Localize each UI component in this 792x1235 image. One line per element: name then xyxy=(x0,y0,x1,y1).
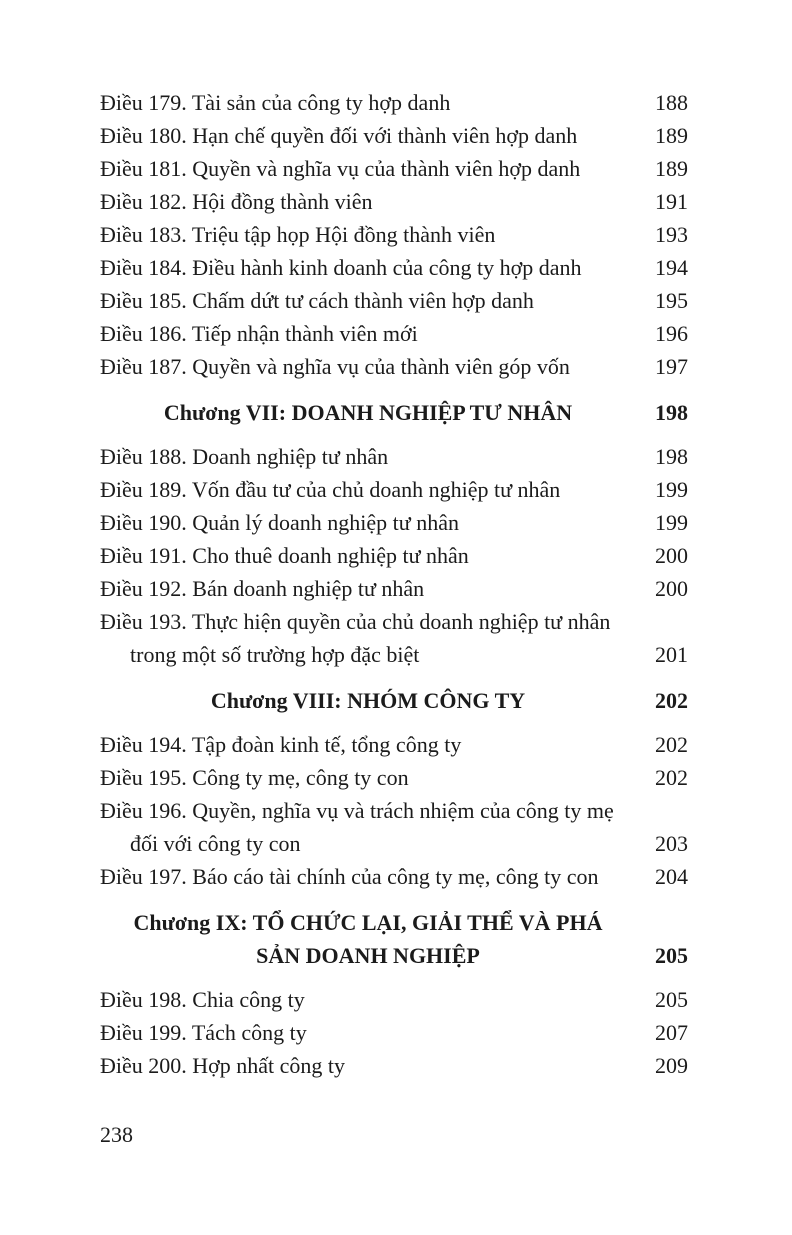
toc-entry xyxy=(100,506,688,539)
toc-entry xyxy=(100,152,688,185)
entry-label: Điều 179. Tài sản của công ty hợp danh xyxy=(100,90,451,115)
entry-label: Điều 180. Hạn chế quyền đối với thành viên hợp danh xyxy=(100,123,578,148)
entry-label: Điều 193. Thực hiện quyền của chủ doanh nghiệp tư nhân trong một số trường hợp đặc biệt xyxy=(100,609,611,667)
toc-entry xyxy=(100,251,688,284)
entry-label: Điều 192. Bán doanh nghiệp tư nhân xyxy=(100,576,425,601)
entry-page-number: 204 xyxy=(655,864,688,889)
entry-page-number: 199 xyxy=(655,510,688,535)
entry-page-number: 193 xyxy=(655,222,688,247)
toc-entry xyxy=(100,983,688,1016)
entry-page-number: 194 xyxy=(655,255,688,280)
entry-label: Điều 191. Cho thuê doanh nghiệp tư nhân xyxy=(100,543,469,568)
entry-page-number: 207 xyxy=(655,1020,688,1045)
entry-label: Điều 186. Tiếp nhận thành viên mới xyxy=(100,321,418,346)
chapter-title: Chương IX: TỔ CHỨC LẠI, GIẢI THỂ VÀ PHÁ SẢN DOANH NGHIỆP xyxy=(133,910,603,968)
entry-label: Điều 200. Hợp nhất công ty xyxy=(100,1053,346,1078)
entry-label: Điều 182. Hội đồng thành viên xyxy=(100,189,373,214)
toc-entry xyxy=(100,440,688,473)
toc-entry xyxy=(100,539,688,572)
entry-label: Điều 199. Tách công ty xyxy=(100,1020,307,1045)
entry-page-number: 200 xyxy=(655,576,688,601)
entry-page-number: 199 xyxy=(655,477,688,502)
entry-label: Điều 183. Triệu tập họp Hội đồng thành viên xyxy=(100,222,496,247)
toc-entry xyxy=(100,761,688,794)
toc-entry xyxy=(100,572,688,605)
entry-page-number: 191 xyxy=(655,189,688,214)
toc-entry xyxy=(100,86,688,119)
entry-label: Điều 196. Quyền, nghĩa vụ và trách nhiệm của công ty mẹ đối với công ty con xyxy=(100,798,614,856)
chapter-heading xyxy=(100,684,688,717)
toc-entry xyxy=(100,185,688,218)
entry-page-number: 202 xyxy=(655,732,688,757)
toc-entry xyxy=(100,284,688,317)
toc-entry xyxy=(100,728,688,761)
entry-page-number: 189 xyxy=(655,123,688,148)
toc-entry xyxy=(100,317,688,350)
entry-page-number: 203 xyxy=(655,831,688,856)
toc-entry xyxy=(100,119,688,152)
entry-label: Điều 190. Quản lý doanh nghiệp tư nhân xyxy=(100,510,459,535)
toc-entry xyxy=(100,860,688,893)
toc-entry xyxy=(100,605,688,671)
entry-label: Điều 198. Chia công ty xyxy=(100,987,305,1012)
entry-page-number: 197 xyxy=(655,354,688,379)
toc-entry xyxy=(100,473,688,506)
toc-entry xyxy=(100,794,688,860)
chapter-title: Chương VIII: NHÓM CÔNG TY xyxy=(210,688,526,713)
entry-label: Điều 185. Chấm dứt tư cách thành viên hợp danh xyxy=(100,288,534,313)
entry-page-number: 188 xyxy=(655,90,688,115)
entry-label: Điều 188. Doanh nghiệp tư nhân xyxy=(100,444,389,469)
chapter-page-number: 202 xyxy=(655,688,688,713)
entry-label: Điều 189. Vốn đầu tư của chủ doanh nghiệp tư nhân xyxy=(100,477,561,502)
entry-label: Điều 184. Điều hành kinh doanh của công ty hợp danh xyxy=(100,255,582,280)
entry-page-number: 205 xyxy=(655,987,688,1012)
entry-label: Điều 194. Tập đoàn kinh tế, tổng công ty xyxy=(100,732,462,757)
chapter-heading xyxy=(100,906,688,972)
entry-page-number: 209 xyxy=(655,1053,688,1078)
toc-list xyxy=(100,86,688,1082)
chapter-page-number: 198 xyxy=(655,400,688,425)
chapter-heading xyxy=(100,396,688,429)
toc-entry xyxy=(100,1049,688,1082)
toc-entry xyxy=(100,218,688,251)
entry-page-number: 189 xyxy=(655,156,688,181)
entry-page-number: 200 xyxy=(655,543,688,568)
entry-page-number: 195 xyxy=(655,288,688,313)
entry-page-number: 202 xyxy=(655,765,688,790)
entry-label: Điều 181. Quyền và nghĩa vụ của thành viên hợp danh xyxy=(100,156,581,181)
page-number-footer: 238 xyxy=(100,1122,133,1147)
entry-label: Điều 187. Quyền và nghĩa vụ của thành viên góp vốn xyxy=(100,354,570,379)
entry-page-number: 196 xyxy=(655,321,688,346)
chapter-title: Chương VII: DOANH NGHIỆP TƯ NHÂN xyxy=(163,400,573,425)
entry-page-number: 201 xyxy=(655,642,688,667)
entry-page-number: 198 xyxy=(655,444,688,469)
chapter-page-number: 205 xyxy=(655,943,688,968)
entry-label: Điều 195. Công ty mẹ, công ty con xyxy=(100,765,409,790)
toc-entry xyxy=(100,350,688,383)
toc-entry xyxy=(100,1016,688,1049)
entry-label: Điều 197. Báo cáo tài chính của công ty mẹ, công ty con xyxy=(100,864,599,889)
